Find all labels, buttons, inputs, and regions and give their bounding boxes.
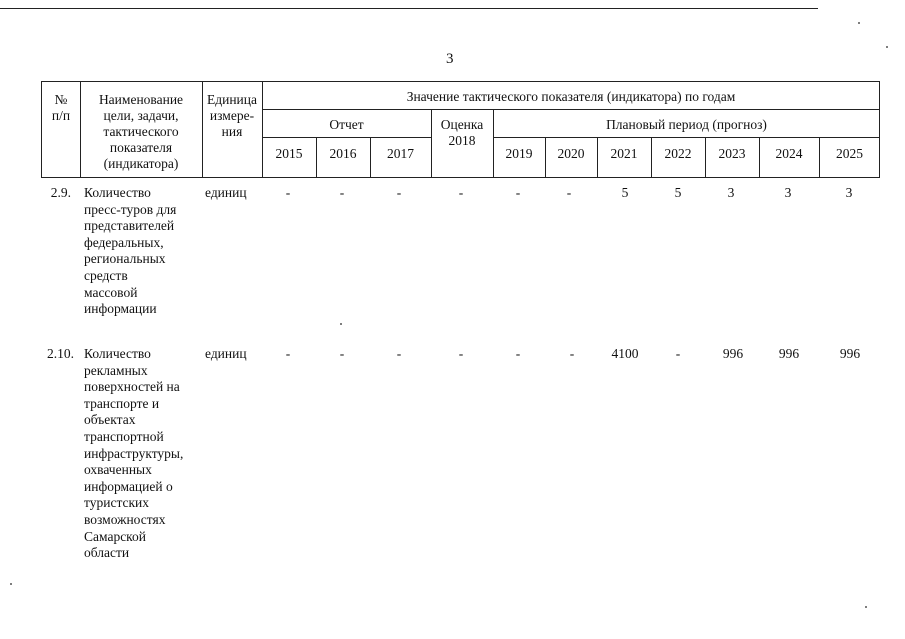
header-num: № п/п [51, 92, 71, 123]
scan-speck [865, 606, 867, 608]
year-2021: 2021 [610, 146, 638, 161]
value-2021: 5 [621, 185, 629, 200]
header-report: Отчет [329, 117, 364, 132]
indicator-table-header [41, 81, 880, 178]
year-2015: 2015 [275, 146, 303, 161]
header-estimate: Оценка 2018 [440, 117, 484, 148]
header-plan: Плановый период (прогноз) [606, 117, 767, 132]
value-2022: - [675, 346, 681, 361]
value-2022: 5 [674, 185, 682, 200]
page-number: 3 [446, 51, 454, 67]
value-2017: - [396, 346, 402, 361]
value-2015: - [285, 185, 291, 200]
header-unit: Единица измере- ния [206, 92, 257, 139]
year-2024: 2024 [775, 146, 803, 161]
value-2024: 996 [778, 346, 800, 361]
value-2020: - [566, 185, 572, 200]
value-2025: 3 [845, 185, 853, 200]
value-2023: 3 [727, 185, 735, 200]
value-2019: - [515, 346, 521, 361]
scan-speck [10, 583, 12, 585]
indicator-name: Количество рекламных поверхностей на транспорте и объектах транспортной инфраструктуры, охваченных информацией о туристских возможностях Самарской области [84, 346, 184, 561]
divider-plan-years [493, 137, 880, 138]
value-2019: - [515, 185, 521, 200]
row-number: 2.10. [47, 346, 74, 361]
scan-speck [858, 22, 860, 24]
value-2017: - [396, 185, 402, 200]
year-2022: 2022 [664, 146, 692, 161]
divider-values-title [262, 109, 880, 110]
year-2023: 2023 [718, 146, 746, 161]
year-2017: 2017 [387, 146, 414, 161]
year-2016: 2016 [329, 146, 357, 161]
year-2020: 2020 [557, 146, 585, 161]
header-name: Наименование цели, задачи, тактического показателя (индикатора) [98, 92, 184, 171]
value-2023: 996 [722, 346, 744, 361]
indicator-name: Количество пресс-туров для представителей федеральных, региональных средств массовой информации [84, 185, 177, 317]
scan-speck [886, 46, 888, 48]
value-2018: - [458, 346, 464, 361]
year-2019: 2019 [505, 146, 533, 161]
value-2024: 3 [784, 185, 792, 200]
value-2025: 996 [839, 346, 861, 361]
value-2016: - [339, 346, 345, 361]
value-2016: - [339, 185, 345, 200]
divider-report-years [262, 137, 431, 138]
header-values-title: Значение тактического показателя (индикатора) по годам [406, 89, 736, 104]
value-2021: 4100 [611, 346, 639, 361]
value-2020: - [569, 346, 575, 361]
year-2025: 2025 [836, 146, 863, 161]
value-2018: - [458, 185, 464, 200]
scan-speck [340, 323, 342, 325]
unit-cell: единиц [205, 346, 247, 361]
row-number: 2.9. [50, 185, 71, 200]
page-top-border [0, 8, 818, 9]
value-2015: - [285, 346, 291, 361]
unit-cell: единиц [205, 185, 247, 200]
